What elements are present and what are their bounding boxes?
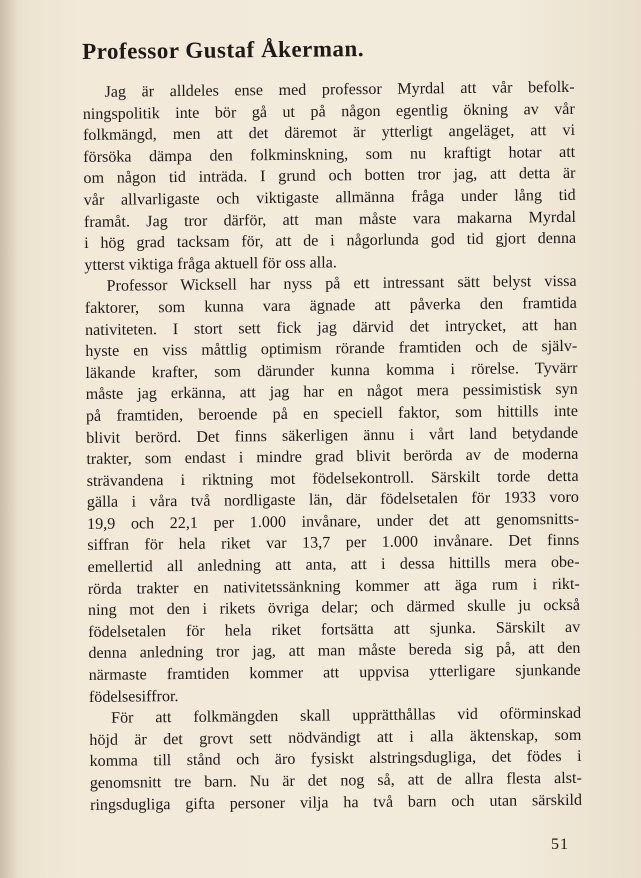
text-line: blivit berörd. Det finns säkerligen ännu i vårt land betydande [86,424,579,447]
text-line: faktorer, som kunna vara ägnade att påverka den framtida [84,294,577,317]
text-line: hyste en viss måttlig optimism rörande framtiden och de själv- [85,337,578,361]
text-line: denna anledning tror jag, att man måste bereda sig på, att den [88,640,581,663]
text-line: rörda trakter en nativitetssänkning kommer att äga rum i rikt- [87,575,580,598]
text-line: närmaste framtiden kommer att uppvisa ytterligare sjunkande [88,661,581,684]
text-line: emellertid all anledning att anta, att i dessa hittills mera obe- [87,553,580,577]
paragraph-3 [89,703,582,816]
paragraph-2 [84,271,580,708]
text-line: trakter, som endast i mindre grad blivit berörda av de moderna [86,445,579,469]
paragraph-1 [82,77,576,276]
text-line: gälla i våra två nordligaste län, där födelsetalen för 1933 voro [86,489,579,512]
text-line: höjd är det grovt sett nödvändigt att i alla äktenskap, som [89,726,582,749]
text-line: ningspolitik inte bör gå ut på någon egentlig ökning av vår [82,100,575,123]
text-line: För att folkmängden skall upprätthållas vid oförminskad [111,705,582,727]
page-number: 51 [551,836,569,853]
text-line: siffran för hela riket var 13,7 per 1.000 invånare. Det finns [87,532,580,555]
text-line: nativiteten. I stort sett fick jag därvid det intrycket, att han [84,316,578,339]
text-block [82,33,582,816]
text-line: i hög grad tacksam för, att de i någorlunda god tid gjort denna [84,229,577,253]
text-line: Professor Wicksell har nyss på ett intressant sätt belyst vissa [106,273,577,296]
text-line: genomsnitt tre barn. Nu är det nog så, att de allra flesta alst- [89,769,582,792]
text-line: folkmängd, men att det däremot är ytterligt angeläget, att vi [82,122,576,145]
text-line: vår allvarligaste och viktigaste allmänna fråga under lång tid [83,186,576,209]
text-line: strävandena i riktning mot födelsekontroll. Särskilt torde detta [86,467,579,490]
text-line: 19,9 och 22,1 per 1.000 invånare, under det att genomsnitts- [87,510,580,533]
text-line: ytterst viktiga fråga aktuell för oss alla. [84,254,337,274]
text-line: Jag är alldeles ense med professor Myrdal att vår befolk- [104,78,575,101]
page-title: Professor Gustaf Åkerman. [82,36,365,64]
text-line: på framtiden, beroende på en speciell faktor, som hittills inte [85,402,579,425]
text-line: ning mot den i rikets övriga delar; och därmed skulle ju också [87,597,581,620]
text-line: födelsetalen för hela riket fortsätta att sjunka. Särskilt av [88,618,581,641]
text-line: födelsesiffror. [88,687,179,706]
text-line: måste jag erkänna, att jag har en något mera pessimistisk syn [85,381,578,404]
text-line: läkande krafter, som därunder kunna komma i rörelse. Tyvärr [85,359,578,382]
text-line: om någon tid inträda. I grund och botten tror jag, att detta är [83,165,576,188]
text-line: försöka dämpa den folkminskning, som nu kraftigt hotar att [83,143,576,166]
text-line: ringsdugliga gifta personer vilja ha två barn och utan särskild [89,791,583,814]
text-line: komma till stånd och äro fysiskt alstringsdugliga, det födes i [89,748,582,771]
text-line: framåt. Jag tror därför, att man måste vara makarna Myrdal [83,208,576,231]
